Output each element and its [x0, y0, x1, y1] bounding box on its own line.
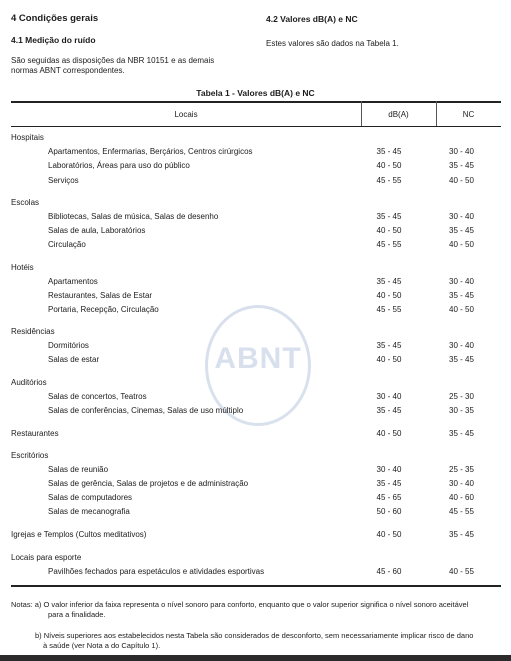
table-row	[11, 198, 501, 211]
dba-cell: 50 - 60	[376, 507, 402, 516]
dba-cell: 35 - 45	[376, 479, 402, 488]
row-label: Apartamentos	[48, 277, 98, 286]
nc-cell: 40 - 50	[449, 305, 474, 314]
dba-cell: 45 - 55	[376, 176, 402, 185]
note-a	[11, 600, 468, 619]
nc-cell: 35 - 45	[449, 291, 474, 300]
table-row	[11, 291, 501, 304]
nc-cell: 35 - 45	[449, 226, 474, 235]
dba-cell: 40 - 50	[376, 226, 402, 235]
table-row	[11, 392, 501, 405]
table-row	[11, 147, 501, 160]
nc-cell: 25 - 35	[449, 465, 474, 474]
table-row	[11, 465, 501, 478]
table-row	[11, 161, 501, 174]
table-row	[11, 226, 501, 239]
dba-cell: 35 - 45	[376, 341, 402, 350]
paragraph-line-2: normas ABNT correspondentes.	[11, 66, 125, 75]
dba-cell: 35 - 45	[376, 406, 402, 415]
group-label: Locais para esporte	[11, 553, 82, 562]
table-row	[11, 341, 501, 354]
row-label: Apartamentos, Enfermarias, Berçários, Centros cirúrgicos	[48, 147, 253, 156]
dba-cell: 45 - 55	[376, 305, 402, 314]
dba-cell: 40 - 50	[376, 291, 402, 300]
group-label: Igrejas e Templos (Cultos meditativos)	[11, 530, 147, 539]
row-label: Circulação	[48, 240, 86, 249]
nc-cell: 45 - 55	[449, 507, 474, 516]
nc-cell: 35 - 45	[449, 429, 474, 438]
table-top-rule	[11, 101, 501, 103]
note-b-line-1: b) Níveis superiores aos estabelecidos nesta Tabela são considerados de desconforto, sem necessariamente implicar risco de dano	[35, 631, 474, 640]
row-label: Salas de mecanografia	[48, 507, 130, 516]
table-row	[11, 507, 501, 520]
note-a-line-2: para a finalidade.	[48, 609, 106, 619]
row-label: Laboratórios, Áreas para uso do público	[48, 161, 190, 170]
table-row	[11, 406, 501, 419]
row-label: Salas de aula, Laboratórios	[48, 226, 146, 235]
table-row	[11, 429, 501, 442]
nc-cell: 30 - 35	[449, 406, 474, 415]
row-label: Pavilhões fechados para espetáculos e atividades esportivas	[48, 567, 265, 576]
dba-cell: 45 - 55	[376, 240, 402, 249]
abnt-watermark-text: ABNT	[214, 342, 302, 375]
table-bottom-rule	[11, 585, 501, 587]
dba-cell: 45 - 60	[376, 567, 402, 576]
bottom-edge-bar	[0, 655, 511, 661]
table-row	[11, 479, 501, 492]
nc-cell: 30 - 40	[449, 341, 474, 350]
note-b-line-2: à saúde (ver Nota a do Capítulo 1).	[43, 640, 161, 650]
dba-cell: 40 - 50	[376, 355, 402, 364]
paragraph-line-1: São seguidas as disposições da NBR 10151 e as demais	[11, 56, 215, 65]
row-label: Salas de concertos, Teatros	[48, 392, 147, 401]
header-dba: dB(A)	[388, 110, 409, 119]
group-label: Hotéis	[11, 263, 34, 272]
values-table	[11, 101, 501, 586]
row-label: Salas de conferências, Cinemas, Salas de uso múltiplo	[48, 406, 244, 415]
nc-cell: 25 - 30	[449, 392, 474, 401]
dba-cell: 35 - 45	[376, 277, 402, 286]
table-row	[11, 378, 501, 391]
nc-cell: 30 - 40	[449, 147, 474, 156]
group-label: Escolas	[11, 198, 40, 207]
table-row	[11, 451, 501, 464]
table-row	[11, 212, 501, 225]
nc-cell: 35 - 45	[449, 530, 474, 539]
dba-cell: 40 - 50	[376, 530, 402, 539]
subsection-title-medicao: 4.1 Medição do ruído	[11, 35, 96, 45]
table-row	[11, 240, 501, 253]
dba-cell: 40 - 50	[376, 161, 402, 170]
row-label: Salas de reunião	[48, 465, 109, 474]
group-label: Hospitais	[11, 133, 44, 142]
table-row	[11, 355, 501, 368]
table-caption: Tabela 1 - Valores dB(A) e NC	[196, 88, 315, 98]
nc-cell: 30 - 40	[449, 212, 474, 221]
table-row	[11, 277, 501, 290]
group-label: Escritórios	[11, 451, 49, 460]
group-label: Restaurantes	[11, 429, 59, 438]
table-row	[11, 133, 501, 146]
row-label: Restaurantes, Salas de Estar	[48, 291, 153, 300]
table-header-rule	[11, 126, 501, 127]
row-label: Salas de computadores	[48, 493, 133, 502]
note-a-line-1: Notas: a) O valor inferior da faixa representa o nível sonoro para conforto, enquanto que o valor superior significa o nível sonoro aceitável	[11, 600, 469, 609]
dba-cell: 30 - 40	[376, 465, 402, 474]
row-label: Portaria, Recepção, Circulação	[48, 305, 159, 314]
dba-cell: 35 - 45	[376, 212, 402, 221]
table-row	[11, 567, 501, 580]
group-label: Residências	[11, 327, 55, 336]
group-label: Auditórios	[11, 378, 47, 387]
header-locais: Locais	[174, 110, 198, 119]
section-title: 4 Condições gerais	[11, 13, 99, 24]
nc-cell: 40 - 60	[449, 493, 474, 502]
row-label: Salas de gerência, Salas de projetos e de administração	[48, 479, 249, 488]
nc-cell: 30 - 40	[449, 277, 474, 286]
nc-cell: 35 - 45	[449, 355, 474, 364]
row-label: Dormitórios	[48, 341, 89, 350]
table-row	[11, 263, 501, 276]
header-nc: NC	[462, 110, 475, 119]
table-row	[11, 176, 501, 189]
nc-cell: 40 - 55	[449, 567, 474, 576]
table-row	[11, 305, 501, 318]
dba-cell: 30 - 40	[376, 392, 402, 401]
subsection-title-valores: 4.2 Valores dB(A) e NC	[266, 14, 358, 24]
row-label: Serviços	[48, 176, 79, 185]
nc-cell: 40 - 50	[449, 176, 474, 185]
table-row	[11, 553, 501, 566]
table-row	[11, 530, 501, 543]
dba-cell: 40 - 50	[376, 429, 402, 438]
row-label: Bibliotecas, Salas de música, Salas de desenho	[48, 212, 219, 221]
row-label: Salas de estar	[48, 355, 100, 364]
dba-cell: 35 - 45	[376, 147, 402, 156]
note-b	[35, 631, 473, 650]
table-row	[11, 327, 501, 340]
table-row	[11, 493, 501, 506]
right-paragraph: Estes valores são dados na Tabela 1.	[266, 39, 399, 48]
nc-cell: 30 - 40	[449, 479, 474, 488]
nc-cell: 35 - 45	[449, 161, 474, 170]
dba-cell: 45 - 65	[376, 493, 402, 502]
nc-cell: 40 - 50	[449, 240, 474, 249]
